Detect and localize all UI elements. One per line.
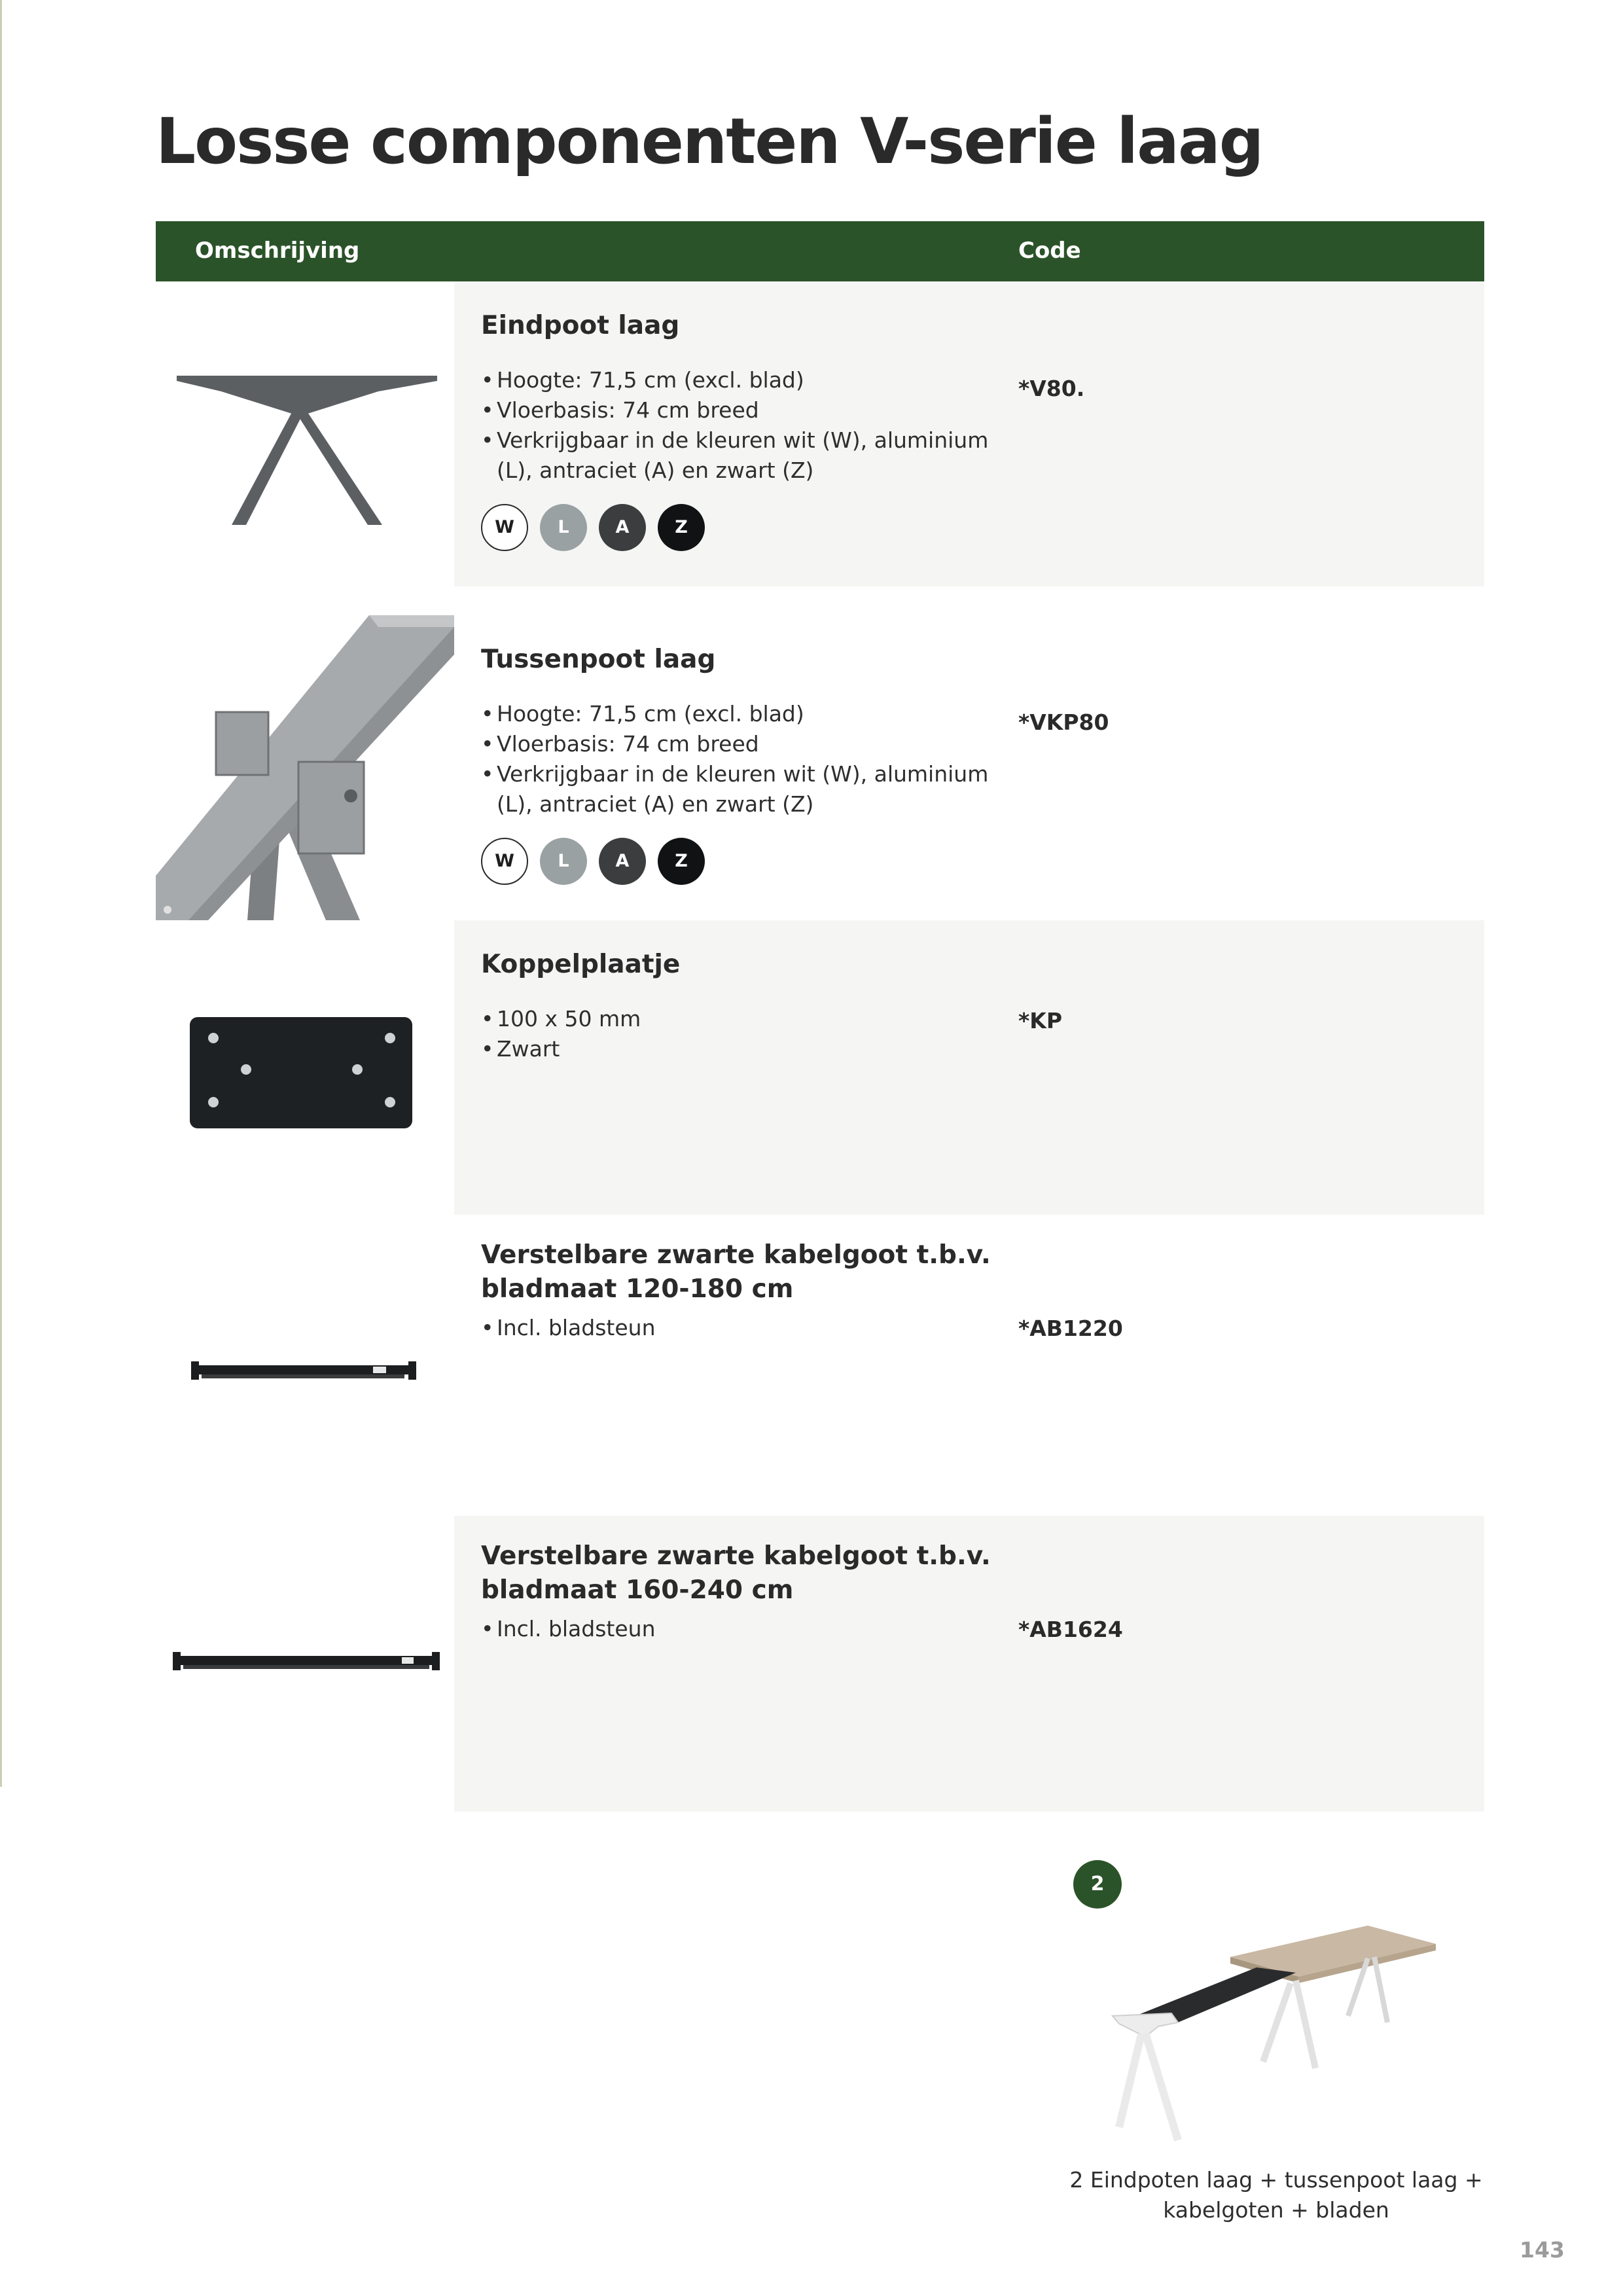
page-title: Losse componenten V-serie laag [156,105,1263,178]
page-number: 143 [1520,2237,1565,2263]
page-edge-line [0,0,2,1787]
intermediate-leg-icon [156,615,454,920]
item-title: Verstelbare zwarte kabelgoot t.b.v. bladmaat 120-180 cm [481,1240,991,1304]
row-image [156,1215,454,1516]
bullet: • Hoogte: 71,5 cm (excl. blad) [481,699,1018,729]
swatch-black: Z [658,504,705,551]
bullet: • Verkrijgbaar in de kleuren wit (W), aluminium (L), antraciet (A) en zwart (Z) [481,759,1018,819]
item-code: *AB1624 [1018,1617,1123,1642]
item-title: Koppelplaatje [481,950,681,979]
row-image [156,615,454,920]
item-code: *AB1220 [1018,1316,1123,1341]
row-image [156,920,454,1215]
coupling-plate-icon [156,920,454,1215]
bullet: • Verkrijgbaar in de kleuren wit (W), aluminium (L), antraciet (A) en zwart (Z) [481,425,1018,486]
bullet: • Vloerbasis: 74 cm breed [481,729,1018,759]
header-code: Code [1018,238,1081,264]
cable-tray-long-icon [156,1516,454,1812]
bullet: • 100 x 50 mm [481,1004,1018,1034]
table-row [156,615,1484,920]
table-row [156,1215,1484,1516]
cable-tray-icon [156,1215,454,1516]
item-code: *KP [1018,1008,1063,1033]
swatch-anthracite: A [599,504,646,551]
item-bullets [481,1004,1018,1064]
swatch-aluminium: L [540,504,587,551]
table-header [156,221,1484,281]
swatch-aluminium: L [540,838,587,885]
item-title: Verstelbare zwarte kabelgoot t.b.v. bladmaat 160-240 cm [481,1541,991,1605]
item-title: Eindpoot laag [481,311,680,340]
swatch-white: W [481,504,528,551]
item-title: Tussenpoot laag [481,645,716,674]
swatch-anthracite: A [599,838,646,885]
table-row [156,920,1484,1215]
item-bullets [481,1313,1018,1343]
bullet: • Incl. bladsteun [481,1313,1018,1343]
item-code: *VKP80 [1018,709,1109,735]
item-bullets [481,1614,1018,1644]
row-image [156,1516,454,1812]
v-end-leg-icon [156,281,454,586]
row-image [156,281,454,586]
bullet: • Zwart [481,1034,1018,1064]
bullet: • Incl. bladsteun [481,1614,1018,1644]
swatch-white: W [481,838,528,885]
table-row [156,281,1484,586]
header-description: Omschrijving [195,238,360,264]
item-bullets [481,699,1018,819]
item-bullets [481,365,1018,486]
bullet: • Vloerbasis: 74 cm breed [481,395,1018,425]
example-caption: 2 Eindpoten laag + tussenpoot laag + kabelgoten + bladen [1069,2167,1483,2223]
desk-assembly-icon [1099,1918,1453,2147]
bullet: • Hoogte: 71,5 cm (excl. blad) [481,365,1018,395]
example-badge: 2 [1073,1860,1122,1909]
item-code: *V80. [1018,376,1085,401]
swatch-black: Z [658,838,705,885]
table-row [156,1516,1484,1812]
